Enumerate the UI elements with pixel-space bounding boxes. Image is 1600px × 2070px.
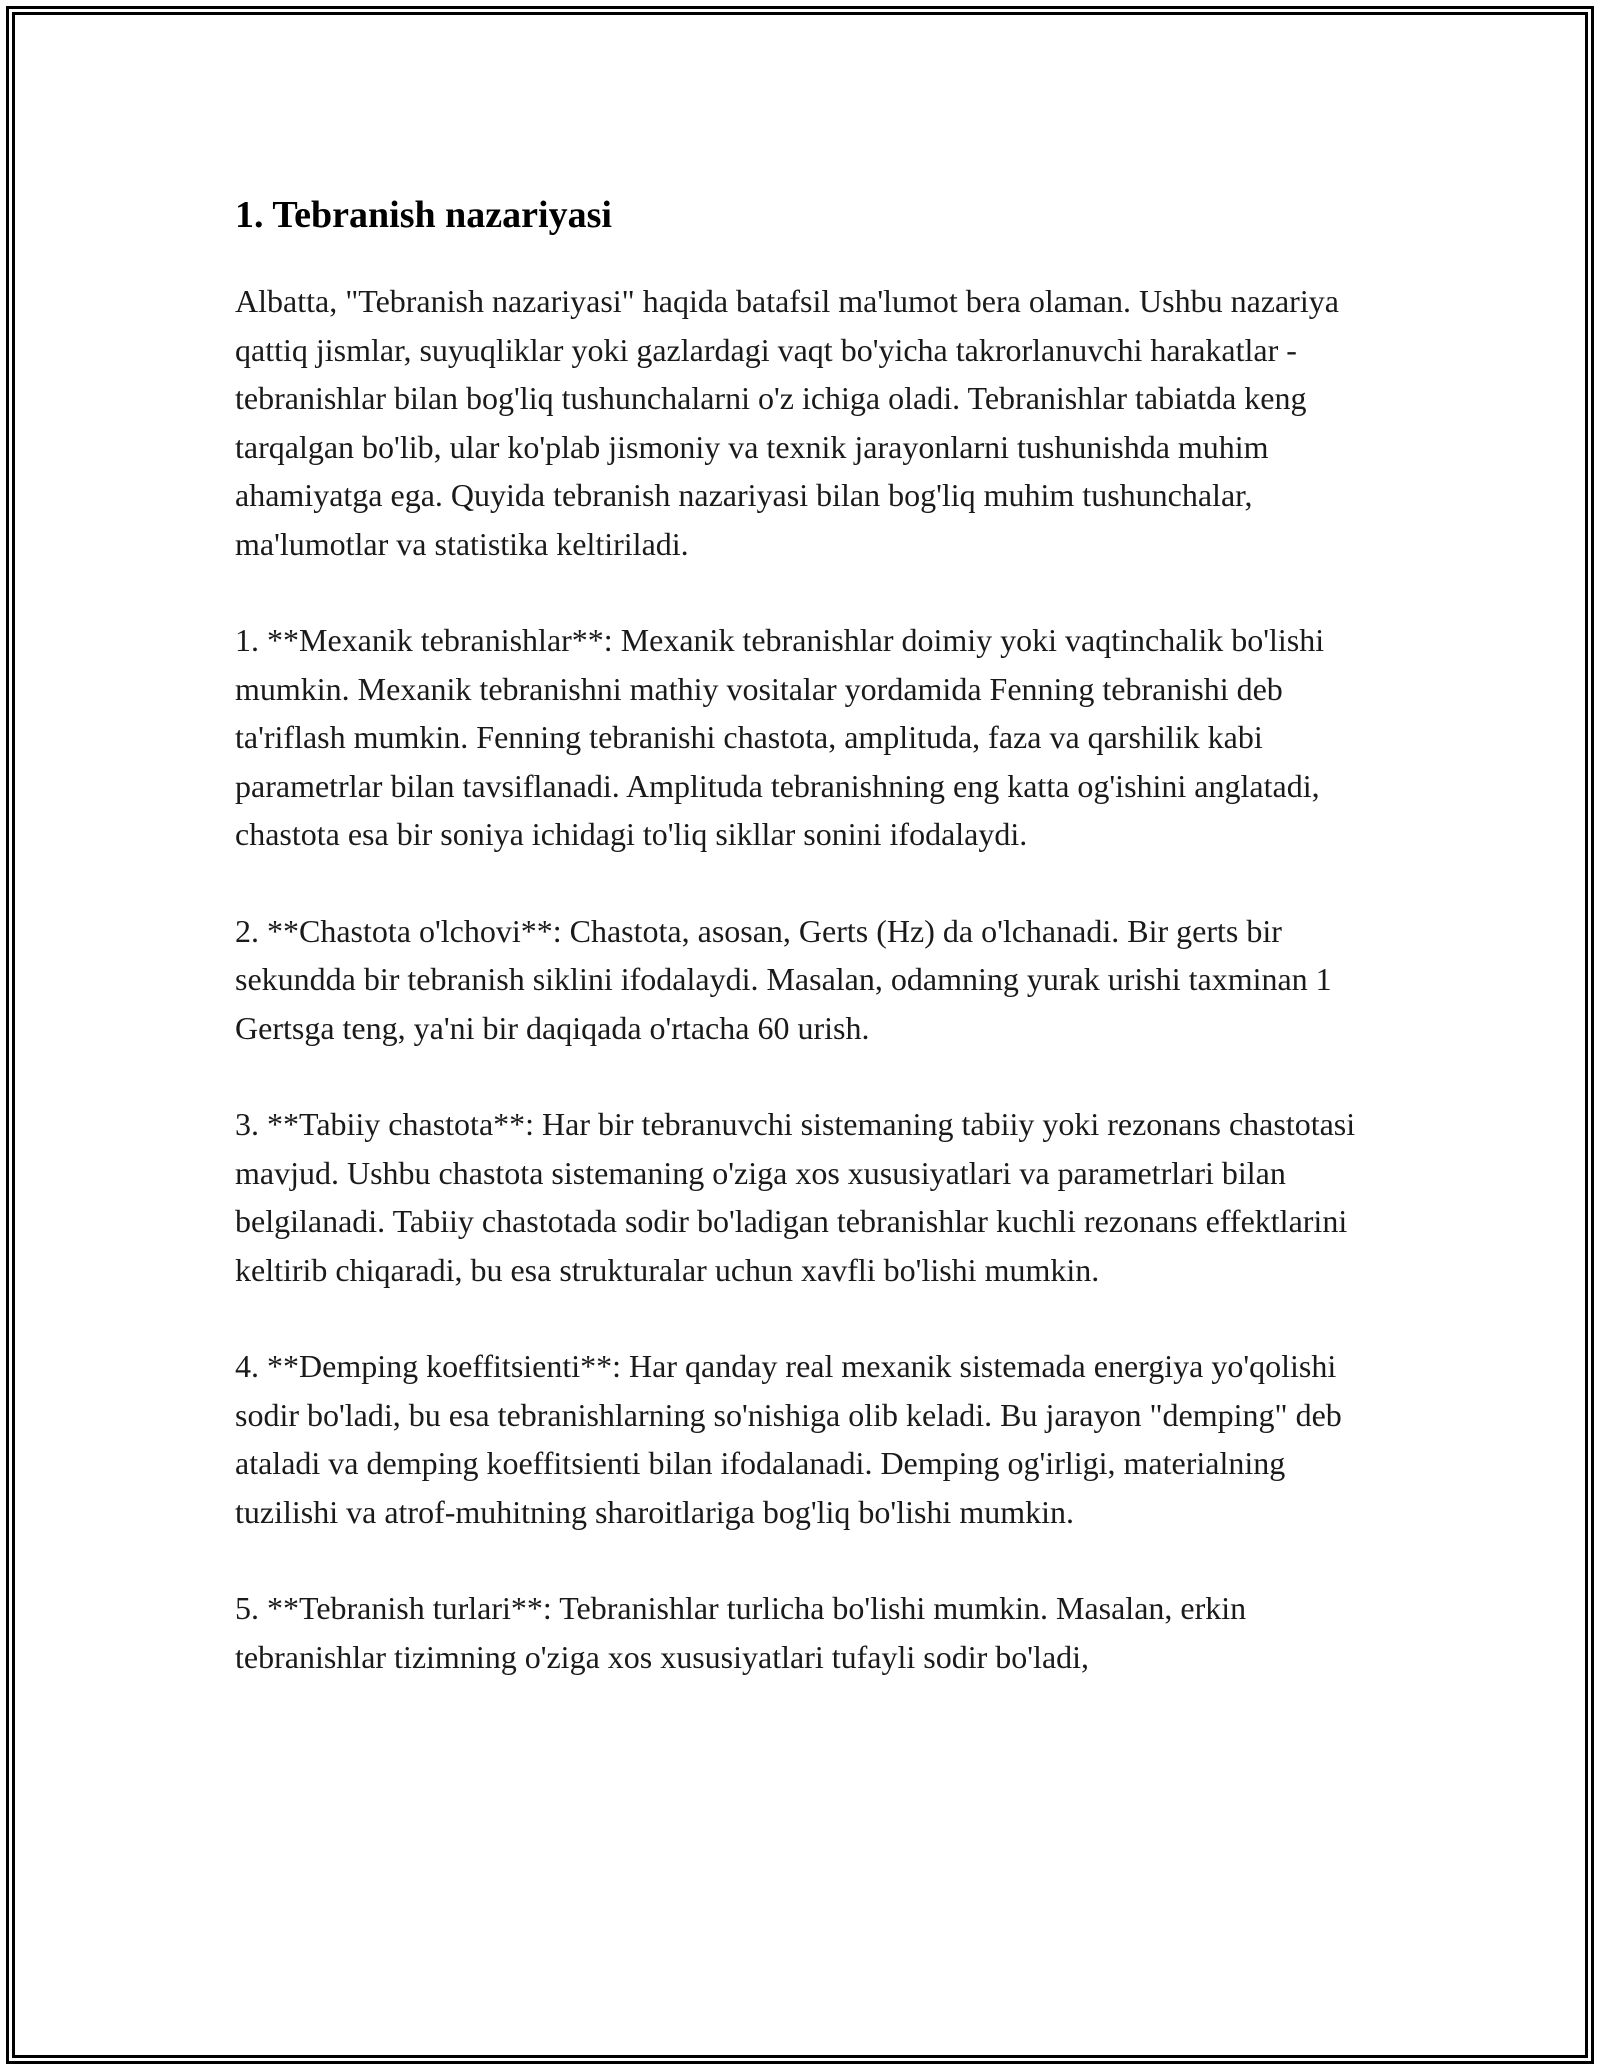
paragraph-tabiiy-chastota: 3. **Tabiiy chastota**: Har bir tebranuvchi sistemaning tabiiy yoki rezonans chastotasi mavjud. Ushbu chastota sistemaning o'ziga xos xususiyatlari va parametrlari bilan belgilanadi. Tabiiy chastotada sodir bo'ladigan tebranishlar kuchli rezonans effektlarini keltirib chiqaradi, bu esa strukturalar uchun xavfli bo'lishi mumkin. (235, 1106, 1356, 1288)
document-title: 1. Tebranish nazariyasi (235, 194, 612, 236)
paragraph-demping-koeffitsienti: 4. **Demping koeffitsienti**: Har qanday real mexanik sistemada energiya yo'qolishi sodir bo'ladi, bu esa tebranishlarning so'nishiga olib keladi. Bu jarayon "demping" deb ataladi va demping koeffitsienti bilan ifodalanadi. Demping og'irligi, materialning tuzilishi va atrof-muhitning sharoitlariga bog'liq bo'lishi mumkin. (235, 1348, 1342, 1530)
paragraph-chastota-olchovi: 2. **Chastota o'lchovi**: Chastota, asosan, Gerts (Hz) da o'lchanadi. Bir gerts bir sekundda bir tebranish siklini ifodalaydi. Masalan, odamning yurak urishi taxminan 1 Gertsga teng, ya'ni bir daqiqada o'rtacha 60 urish. (235, 912, 1332, 1046)
document-body (235, 185, 1365, 1729)
paragraph-tebranish-turlari: 5. **Tebranish turlari**: Tebranishlar turlicha bo'lishi mumkin. Masalan, erkin tebranishlar tizimning o'ziga xos xususiyatlari tufayli sodir bo'ladi, (235, 1590, 1247, 1675)
paragraph-mexanik-tebranishlar: 1. **Mexanik tebranishlar**: Mexanik tebranishlar doimiy yoki vaqtinchalik bo'lishi mumkin. Mexanik tebranishni mathiy vositalar yordamida Fenning tebranishi deb ta'riflash mumkin. Fenning tebranishi chastota, amplituda, faza va qarshilik kabi parametrlar bilan tavsiflanadi. Amplituda tebranishning eng katta og'ishini anglatadi, chastota esa bir soniya ichidagi to'liq sikllar sonini ifodalaydi. (235, 622, 1325, 852)
intro-paragraph: Albatta, "Tebranish nazariyasi" haqida batafsil ma'lumot bera olaman. Ushbu nazariya qattiq jismlar, suyuqliklar yoki gazlardagi vaqt bo'yicha takrorlanuvchi harakatlar - tebranishlar bilan bog'liq tushunchalarni o'z ichiga oladi. Tebranishlar tabiatda keng tarqalgan bo'lib, ular ko'plab jismoniy va texnik jarayonlarni tushunishda muhim ahamiyatga ega. Quyida tebranish nazariyasi bilan bog'liq muhim tushunchalar, ma'lumotlar va statistika keltiriladi. (235, 283, 1339, 562)
